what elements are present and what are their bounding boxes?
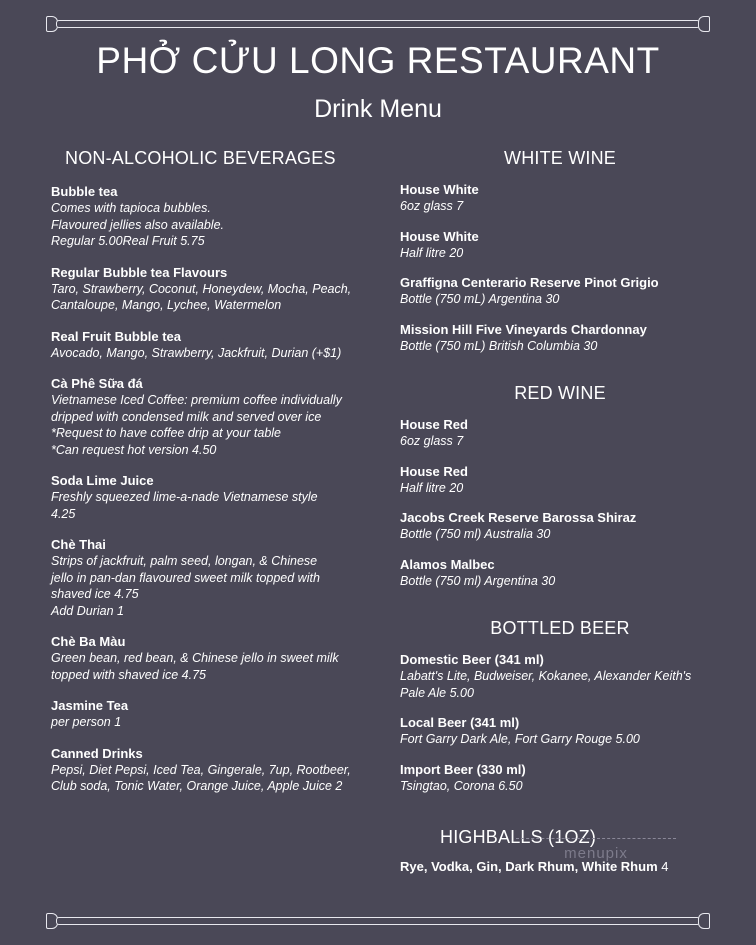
item-line: Bottle (750 mL) Argentina 30 [400,292,560,306]
menu-item [51,536,381,619]
menu-item [400,321,720,355]
item-line: topped with shaved ice 4.75 [51,667,206,682]
restaurant-title: PHỞ CỬU LONG RESTAURANT [96,40,660,81]
item-line: Half litre 20 [400,480,464,495]
item-name: Import Beer (330 ml) [400,761,526,777]
item-name: Graffigna Centerario Reserve Pinot Grigio [400,275,659,290]
menu-item [51,264,381,314]
item-name: House Red [400,417,468,432]
menu-item [400,228,720,262]
item-line: 6oz glass 7 [400,434,464,448]
menu-item [51,375,381,458]
item-name: House White [400,228,479,244]
menu-subtitle: Drink Menu [314,95,442,123]
item-line: Club soda, Tonic Water, Orange Juice, Apple Juice 2 [51,779,343,793]
alcohol-column [400,148,720,875]
item-name: House Red [400,463,468,479]
non-alcoholic-column [51,148,381,809]
item-line: dripped with condensed milk and served over ice [51,409,322,424]
item-name: Domestic Beer (341 ml) [400,652,544,667]
item-name: House White [400,182,479,197]
item-name: Real Fruit Bubble tea [51,328,182,344]
item-line: Add Durian 1 [51,603,124,618]
menu-item [400,714,720,748]
item-name: Bubble tea [51,184,118,199]
top-border-rule [46,16,710,30]
item-line: Freshly squeezed lime-a-nade Vietnamese style [51,490,318,504]
item-line: Bottle (750 ml) Australia 30 [400,527,551,541]
item-line: *Can request hot version 4.50 [51,442,217,457]
menu-item [400,416,720,450]
non-alcoholic-heading: NON-ALCOHOLIC BEVERAGES [65,148,336,168]
item-line: Fort Garry Dark Ale, Fort Garry Rouge 5.00 [400,732,640,746]
item-line: Pepsi, Diet Pepsi, Iced Tea, Gingerale, 7up, Rootbeer, [51,762,351,777]
item-name: Canned Drinks [51,745,143,761]
white-wine-heading: WHITE WINE [504,148,616,168]
item-line: shaved ice 4.75 [51,587,139,601]
menu-item [51,328,381,362]
item-name: Jasmine Tea [51,698,129,713]
highballs-heading: HIGHBALLS (1OZ) [440,827,597,847]
menu-item [400,556,720,590]
item-line: 6oz glass 7 [400,199,464,213]
menu-item [400,463,720,497]
bottled-beer-heading: BOTTLED BEER [490,618,630,638]
item-line: Tsingtao, Corona 6.50 [400,778,523,793]
item-line: Labatt's Lite, Budweiser, Kokanee, Alexander Keith's [400,669,692,683]
item-name: Cà Phê Sữa đá [51,376,143,391]
item-line: Strips of jackfruit, palm seed, longan, & Chinese [51,554,318,568]
bottom-border-rule [46,913,710,927]
menu-item [51,183,381,250]
item-line: Comes with tapioca bubbles. [51,201,211,215]
item-line: per person 1 [51,715,122,729]
item-name: Regular Bubble tea Flavours [51,264,228,280]
item-line: Vietnamese Iced Coffee: premium coffee individually [51,393,342,407]
menu-item [51,472,381,522]
item-name: Soda Lime Juice [51,473,154,488]
item-line: Avocado, Mango, Strawberry, Jackfruit, Durian (+$1) [51,345,342,360]
red-wine-heading: RED WINE [514,383,606,403]
highballs-spirits: Rye, Vodka, Gin, Dark Rhum, White Rhum [400,859,658,874]
highballs-price: 4 [661,859,669,874]
item-line: Green bean, red bean, & Chinese jello in sweet milk [51,651,339,665]
menu-item [400,274,720,308]
item-name: Alamos Malbec [400,556,495,572]
item-name: Chè Thai [51,537,106,552]
item-line: Pale Ale 5.00 [400,685,474,700]
item-line: Half litre 20 [400,245,464,260]
item-line: Flavoured jellies also available. [51,217,225,232]
item-name: Mission Hill Five Vineyards Chardonnay [400,321,647,337]
item-line: Regular 5.00Real Fruit 5.75 [51,234,205,248]
item-line: Bottle (750 mL) British Columbia 30 [400,338,598,353]
item-line: Cantaloupe, Mango, Lychee, Watermelon [51,298,282,312]
menu-item [51,745,381,795]
menu-item [400,509,720,543]
menu-item [400,761,720,795]
watermark: menupix [516,838,676,875]
item-line: *Request to have coffee drip at your table [51,426,282,440]
item-line: jello in pan-dan flavoured sweet milk topped with [51,570,320,585]
menu-item [51,633,381,683]
item-name: Chè Ba Màu [51,634,126,649]
item-line: 4.25 [51,506,76,521]
menu-item [400,181,720,215]
menu-item [51,697,381,731]
item-name: Local Beer (341 ml) [400,715,520,730]
menu-item [400,651,720,701]
item-line: Taro, Strawberry, Coconut, Honeydew, Mocha, Peach, [51,281,352,296]
item-line: Bottle (750 ml) Argentina 30 [400,573,556,588]
item-name: Jacobs Creek Reserve Barossa Shiraz [400,510,637,525]
